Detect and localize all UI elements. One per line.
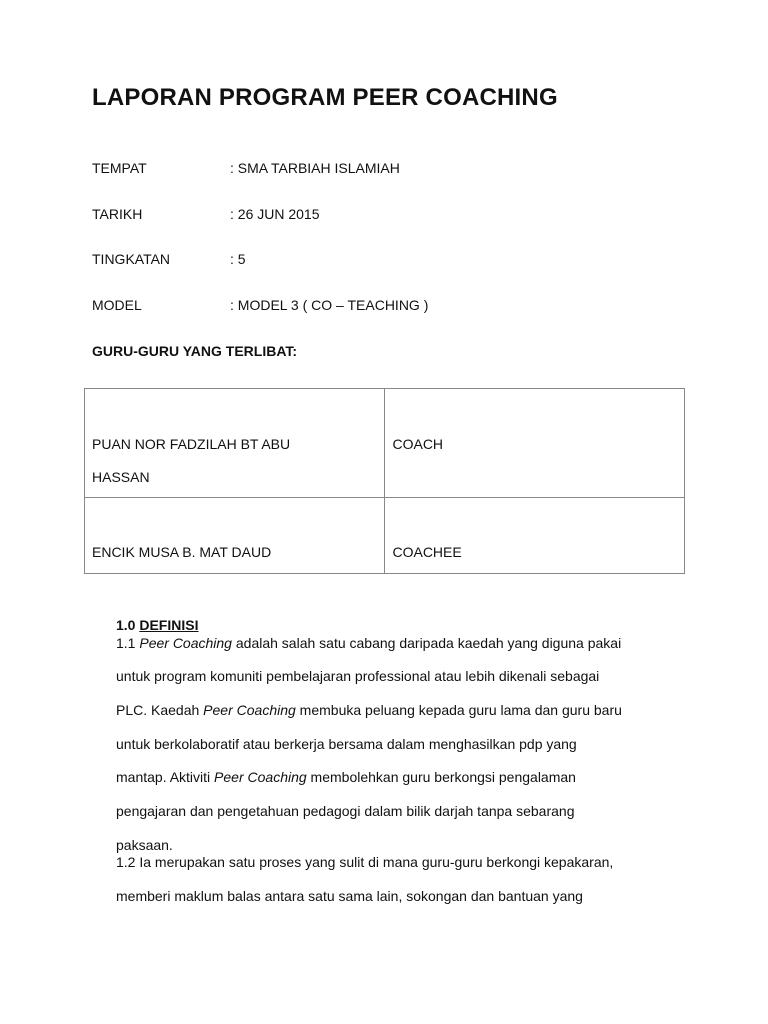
guru-heading: GURU-GURU YANG TERLIBAT: [92,343,298,359]
text-run: membuka peluang kepada guru lama dan guru baru [295,702,622,718]
emphasis-run: Peer Coaching [214,769,307,785]
paragraph-line: 1.2 Ia merupakan satu proses yang sulit di mana guru-guru berkongi kepakaran, [116,854,614,870]
text-run: membolehkan guru berkongsi pengalaman [306,769,576,785]
guru-role: COACH [392,436,444,452]
section-title: DEFINISI [139,617,199,633]
table-row [85,389,685,498]
info-label: MODEL [92,297,142,313]
info-value: : SMA TARBIAH ISLAMIAH [230,160,400,176]
text-run: 1.1 [116,635,140,651]
text-run: PLC. Kaedah [116,702,204,718]
paragraph-line [116,635,621,651]
guru-table [84,388,685,574]
guru-name-line: ENCIK MUSA B. MAT DAUD [92,544,272,560]
table-row [85,498,685,574]
info-value: : MODEL 3 ( CO – TEACHING ) [230,297,429,313]
emphasis-run: Peer Coaching [139,635,232,651]
section-number: 1.0 [116,617,136,633]
paragraph-line [116,702,622,718]
paragraph-line [116,769,576,785]
info-label: TINGKATAN [92,251,171,267]
paragraph-line: memberi maklum balas antara satu sama lain, sokongan dan bantuan yang [116,888,583,904]
text-run: adalah salah satu cabang daripada kaedah yang diguna pakai [231,635,622,651]
guru-name-line: PUAN NOR FADZILAH BT ABU [92,436,291,452]
guru-name-cell [85,389,385,498]
guru-role: COACHEE [392,544,462,560]
paragraph-line: paksaan. [116,837,173,853]
info-label: TEMPAT [92,160,147,176]
document-title: LAPORAN PROGRAM PEER COACHING [92,84,558,111]
paragraph-line: untuk berkolaboratif atau berkerja bersama dalam menghasilkan pdp yang [116,736,577,752]
info-label: TARIKH [92,206,143,222]
text-run: mantap. Aktiviti [116,769,215,785]
section-heading [116,617,198,633]
paragraph-line: untuk program komuniti pembelajaran professional atau lebih dikenali sebagai [116,668,600,684]
emphasis-run: Peer Coaching [203,702,296,718]
guru-role-cell [385,498,685,574]
guru-name-line: HASSAN [92,469,150,485]
guru-name-cell [85,498,385,574]
guru-role-cell [385,389,685,498]
info-value: : 5 [230,251,246,267]
info-value: : 26 JUN 2015 [230,206,320,222]
paragraph-line: pengajaran dan pengetahuan pedagogi dalam bilik darjah tanpa sebarang [116,803,575,819]
